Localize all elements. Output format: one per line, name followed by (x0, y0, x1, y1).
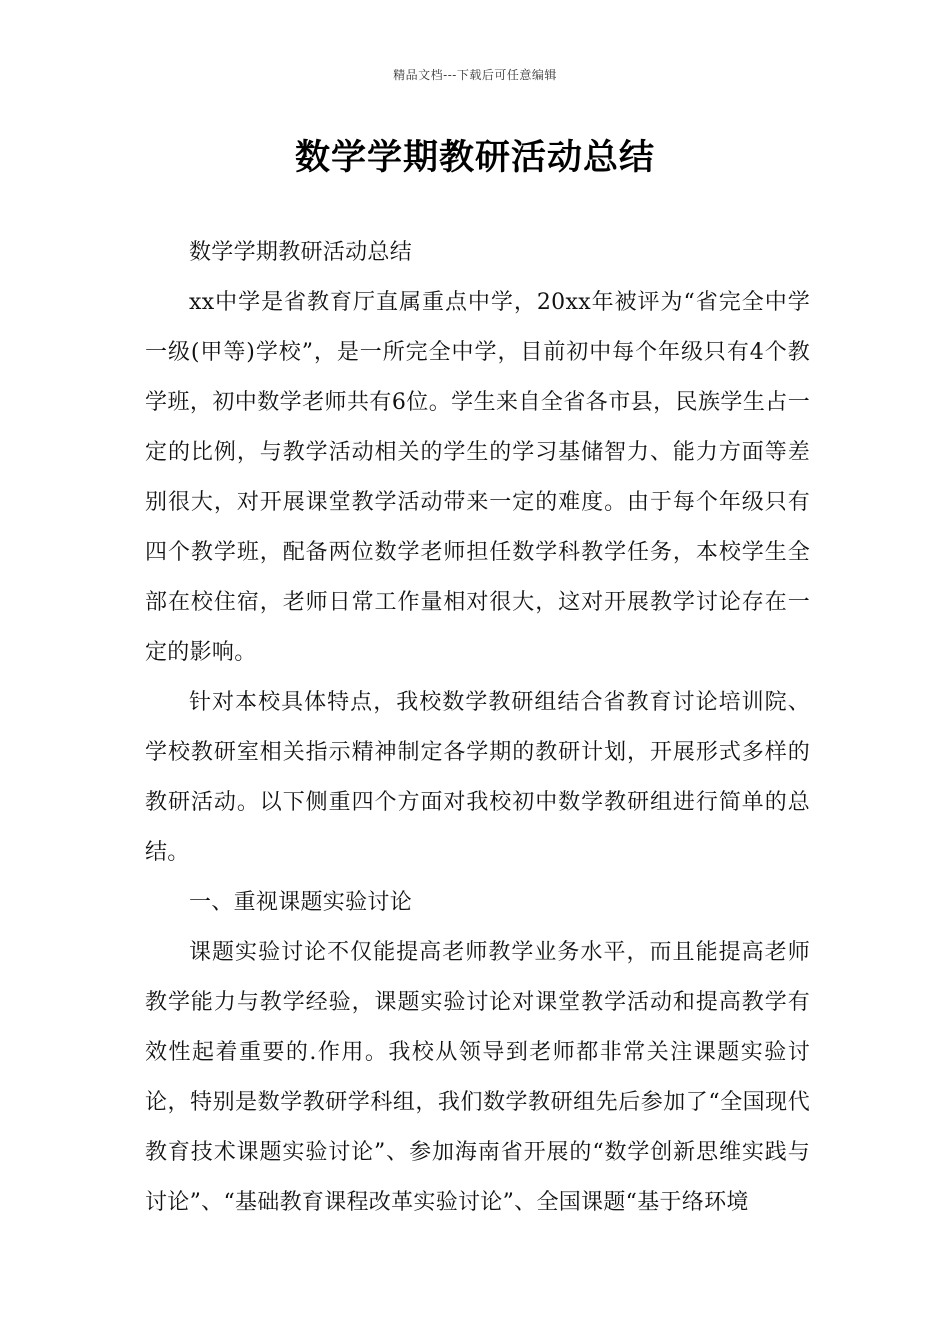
header-note: 精品文档---下载后可任意编辑 (393, 68, 557, 82)
paragraph-teaching-plan: 针对本校具体特点，我校数学教研组结合省教育讨论培训院、学校教研室相关指示精神制定各学期的教研计划，开展形式多样的教研活动。以下侧重四个方面对我校初中数学教研组进行简单的总结。 (145, 690, 810, 865)
document-body (145, 228, 810, 1228)
section-heading-1: 一、重视课题实验讨论 (189, 890, 413, 915)
paragraph-school-intro: xx中学是省教育厅直属重点中学，20xx年被评为“省完全中学一级(甲等)学校”，是一所完全中学，目前初中每个年级只有4个教学班，初中数学老师共有6位。学生来自全省各市县，民族学生占一定的比例，与教学活动相关的学生的学习基储智力、能力方面等差别很大，对开展课堂教学活动带来一定的难度。由于每个年级只有四个教学班，配备两位数学老师担任数学科教学任务，本校学生全部在校住宿，老师日常工作量相对很大，这对开展教学讨论存在一定的影响。 (145, 290, 810, 665)
paragraph-research-projects: 课题实验讨论不仅能提高老师教学业务水平，而且能提高老师教学能力与教学经验，课题实验讨论对课堂教学活动和提高教学有效性起着重要的.作用。我校从领导到老师都非常关注课题实验讨论，特别是数学教研学科组，我们数学教研组先后参加了“全国现代教育技术课题实验讨论”、参加海南省开展的“数学创新思维实践与讨论”、“基础教育课程改革实验讨论”、全国课题“基于络环境 (145, 940, 810, 1215)
paragraph-subtitle: 数学学期教研活动总结 (189, 240, 413, 265)
document-title: 数学学期教研活动总结 (294, 138, 655, 178)
